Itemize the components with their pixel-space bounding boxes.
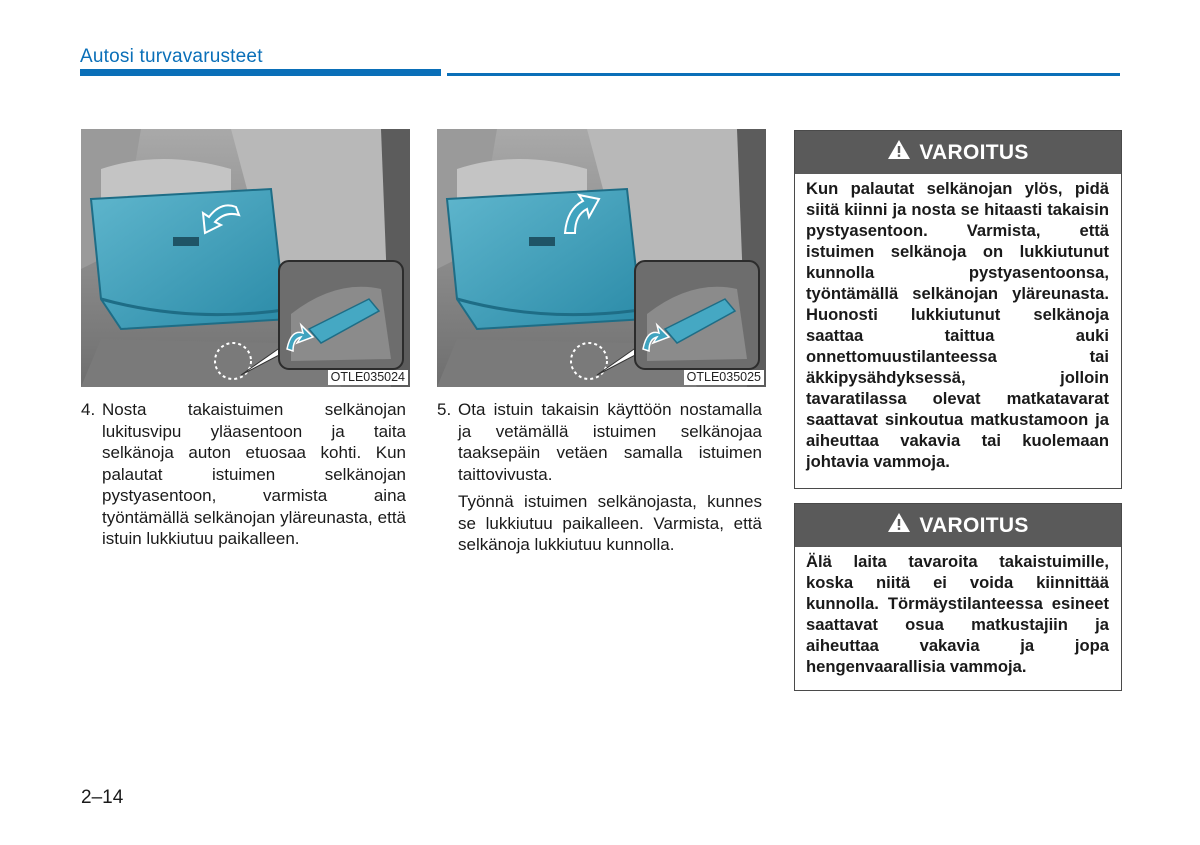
warning-title: VAROITUS [919, 140, 1029, 164]
section-title: Autosi turvavarusteet [80, 46, 263, 67]
warning-header [795, 131, 1121, 174]
step-text: Ota istuin takaisin käyttöön nostamalla ja vetämällä istuimen selkänojaa taaksepäin vetäen samalla istuimen taittovivusta. [458, 400, 762, 484]
step-number: 4. [81, 400, 96, 419]
warning-header [795, 504, 1121, 547]
header-rule-right [447, 73, 1120, 76]
warning-icon [887, 139, 911, 166]
page-number: 2–14 [81, 787, 124, 808]
step-text: Työnnä istuimen selkänojasta, kunnes se lukkiutuu paikalleen. Varmista, että selkänoja lukkiutuu kunnolla. [458, 492, 762, 554]
warning-icon [887, 512, 911, 539]
warning-box [794, 130, 1122, 489]
warning-text: Älä laita tavaroita takaistuimille, koska niitä ei voida kiinnittää kunnolla. Törmäystilanteessa esineet saattavat osua matkustajiin ja aiheuttaa vakavia ja jopa hengenvaarallisia vammoja. [806, 552, 1109, 676]
step-number: 5. [437, 400, 452, 419]
seat-raise-illustration [437, 129, 766, 387]
step-text: Nosta takaistuimen selkänojan lukitusvipu yläasentoon ja taita selkänoja auton etuosaa kohti. Kun palautat istuimen selkänojan pystyasentoon, varmista aina työntämällä selkänojan yläreunasta, että istuin lukkiutuu paikalleen. [102, 400, 406, 548]
warning-box [794, 503, 1122, 691]
step-5 [437, 399, 762, 556]
figure-code: OTLE035024 [328, 370, 408, 385]
seat-fold-figure [81, 129, 410, 387]
seat-raise-figure [437, 129, 766, 387]
step-4 [81, 399, 406, 550]
header-rule-left [80, 69, 441, 76]
warning-title: VAROITUS [919, 513, 1029, 537]
warning-text: Kun palautat selkänojan ylös, pidä siitä kiinni ja nosta se hitaasti takaisin pystyasentoon. Varmista, että istuimen selkänoja on lukkiutunut kunnolla pystyasentoonsa, työntämällä selkänojan yläreunasta. Huonosti lukkiutunut selkänoja saattaa taittua auki onnettomuustilanteessa tai äkkipysähdyksessä, jolloin tavaratilassa olevat matkatavarat saattavat sinkoutua matkustamoon ja aiheuttaa vakavia tai kuolemaan johtavia vammoja. [806, 179, 1109, 471]
seat-fold-illustration [81, 129, 410, 387]
figure-code: OTLE035025 [684, 370, 764, 385]
